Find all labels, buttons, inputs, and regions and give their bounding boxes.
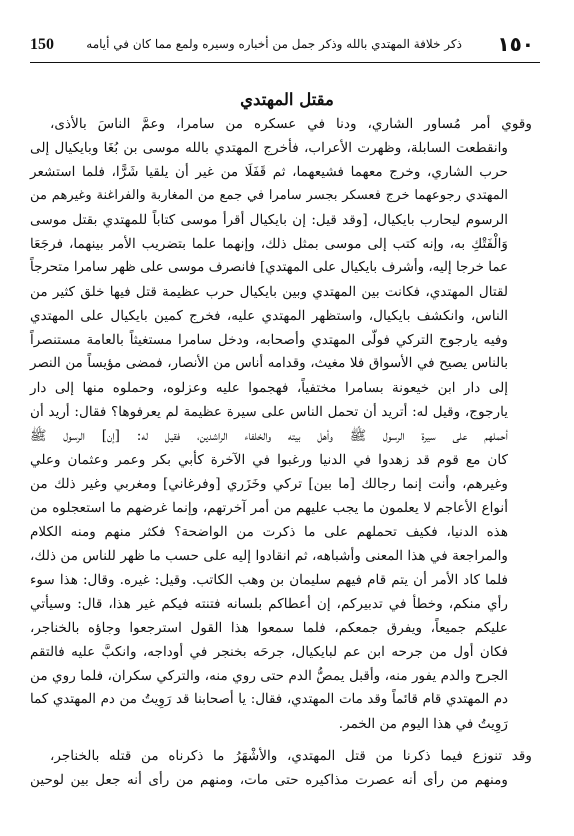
- page-number: 150: [30, 36, 54, 53]
- text-line: هذه الدنيا، فكيف تحملهم على ما ذكرت من الواضحة؟ فكثر منهم ومنه الكلام: [30, 524, 508, 540]
- text-line: فكان أول من جرحه ابن عم لبايكيال، جرحَه بخنجر في أوداجه، وانكبَّ عليه فالتقم: [30, 644, 508, 660]
- text-line: أحملهم على سيرة الرسول ﷺ وأهل بيته والخلفاء الراشدين، فقيل له: [إن] الرسول ﷺ: [30, 428, 508, 444]
- text-line: الناس، وانكشف بايكيال، واستظهر المهتدي عليه، فخرج كمين بايكيال على المهتدي: [30, 308, 508, 324]
- page-number-arabic: ١٥٠: [497, 32, 534, 56]
- text-line: فلما كاد الأمر أن يتم قام فيهم سليمان بن وهب الكاتب. وقيل: غيره. وقال: هذا سوء: [30, 572, 508, 588]
- text-line: الجرح والدم يفور منه، وأقبل يمصُّ الدم حتى روي منه، والتركي سكران، فلما روي من: [30, 668, 508, 684]
- text-line: المهتدي رجوعهما خرج فعسكر بجسر سامرا في جمع من المغاربة والفراغنة وغيرهم من: [30, 188, 508, 203]
- text-line: دم المهتدي قام قائماً وقد مات المهتدي، فقال: يا أصحابنا قد رَوِيتُ من دم المهتدي كما: [30, 692, 508, 707]
- text-line: عما خرجا إليه، وأشرف بايكيال على المهتدي] فانصرف موسى على ظهر سامرا متحرجاً: [30, 260, 508, 275]
- text-line: حرب الشاري، وخرج معهما فشيعهما، ثم قَفَلَا من غير أن يلقيا شَرًّا، فلما استشعر: [30, 164, 508, 180]
- text-line: وقوي أمر مُساور الشاري، ودنا في عسكره من سامرا، وعمَّ الناسَ بالأذى،: [50, 116, 532, 132]
- text-line: عليكم جميعاً، ويفرق جمعكم، فلما سمعوا هذا القول استرجعوا وجاؤه بالخناجر،: [30, 620, 508, 636]
- text-line: وغيرهم، وأنت إنما رجالك [ما بين] تركي وخَزَري [وفرغاني] ومغربي وغير ذلك من: [30, 476, 508, 492]
- text-line: ومنهم من رأى أنه عصرت مذاكيره حتى مات، ومنهم من رأى أنه جعل بين لوحين: [30, 772, 508, 788]
- text-line: يارجوج، وقيل له: أتريد أن تحمل الناس على سيرة عظيمة لم يعرفوها؟ فقال: أريد أن: [30, 404, 508, 420]
- text-line: بالناس يصيح في الأسواق فلا مغيث، وقدامه أناس من الأنصار، فمضى مؤيساً من النصر: [30, 356, 508, 371]
- text-line: كان مع قوم قد زهدوا في الدنيا ورغبوا في الآخرة كأبي بكر وعمر وعثمان وعلي: [30, 452, 508, 468]
- running-header: [30, 28, 540, 63]
- text-line: وفيه يارجوج التركي فولّى المهتدي وأصحابه، ودخل سامرا مستغيثاً بالعامة مستنصراً: [30, 332, 508, 348]
- text-line: رَوِيتُ في هذا اليوم من الخمر.: [338, 716, 508, 732]
- text-line: وانقطعت السابلة، وظهرت الأعراب، فأخرج المهتدي بالله موسى بن بُغَا وبايكيال إلى: [30, 140, 508, 156]
- text-line: الرسوم ليحارب بايكيال، [وقد قيل: إن بايكيال أقرأ موسى كتاباً للمهتدي بقتل موسى: [30, 212, 508, 228]
- text-line: والمراجعة في هذا المعنى وأشباهه، ثم انقادوا إليه على حسب ما ظهر للناس من ذلك،: [30, 548, 508, 564]
- text-line: وَالْفَتْكِ به، وإنه كتب إلى موسى بمثل ذلك، وإنهما علما بتضريب الأمر بينهما، فرجَعَا: [30, 236, 508, 252]
- text-line: أنواع الأعاجم لا يعلمون ما يجب عليهم من أمر آخرتهم، وإنما غرضهم ما استعجلوه من: [30, 500, 508, 516]
- text-line: لقتال المهتدي، فكانت بين المهتدي وبين بايكيال حرب عظيمة قتل فيها خلق كثير من: [30, 284, 508, 300]
- text-line: رأي منكم، وخطأ في تدبيركم، إن أعطاكم بلسانه فتنته فيكم غير هذا، قال: وسيأتي: [30, 596, 508, 612]
- text-line: إلى دار ابن خيعونة بسامرا مختفياً، فهجموا عليه وعزلوه، وحملوه منها إلى دار: [30, 380, 508, 396]
- running-title: ذكر خلافة المهتدي بالله وذكر جمل من أخباره وسيره ولمع مما كان في أيامه: [86, 37, 462, 51]
- text-line: وقد تنوزع فيما ذكرنا من قتل المهتدي، والأشْهَرُ ما ذكرناه من قتله بالخناجر،: [50, 748, 532, 764]
- section-title: مقتل المهتدي: [240, 90, 334, 109]
